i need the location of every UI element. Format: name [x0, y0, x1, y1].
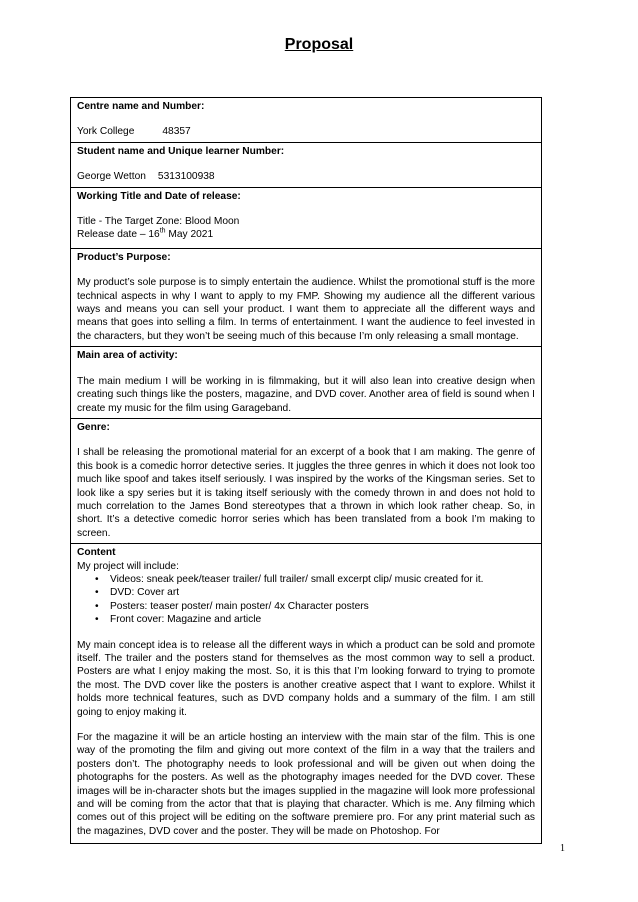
list-item: • DVD: Cover art — [110, 586, 535, 599]
working-title-heading: Working Title and Date of release: — [77, 190, 241, 202]
genre-section — [71, 419, 541, 544]
content-section — [71, 544, 541, 841]
centre-row — [77, 125, 535, 138]
genre-heading: Genre: — [77, 421, 110, 433]
learner-number: 5313100938 — [157, 171, 215, 183]
purpose-text: My product’s sole purpose is to simply entertain the audience. Whilst the promotional stuff is the more technical aspects in why I want to apply to my FMP. Showing my audience all the different various ways and means you can sell your product. I want them to appreciate all the different ways and means that goes into selling a film. In terms of entertainment. I want the audience to feel invested in the characters, but they won’t be seeing much of this because I’m only releasing a small montage. — [77, 277, 535, 342]
title-line: Title - The Target Zone: Blood Moon — [77, 216, 240, 228]
content-paragraph: My main concept idea is to release all the different ways in which a product can be sold and promote itself. The trailer and the posters stand for themselves as the most common way to sell a product. Posters are what I enjoy making the most. So, it is this that I’m looking forward to trying to promote the most. The DVD cover like the posters is another creative aspect that I want to explore. Whilst it holds more technical features, such as DVD company holds and a summary of the film. I am still going to enjoy making it. — [77, 639, 535, 718]
genre-text: I shall be releasing the promotional material for an excerpt of a book that I am making. The genre of this book is a comedic horror detective series. It juggles the three genres in which it does not look too much like spoof and takes itself seriously. I was inspired by the works of the Kingsman series. Set to look like a spy series but it is taking itself seriously with the comedy thrown in and does not hold to much correlation to the James Bond stereotypes that a thrown in which look rather cheap. So, in short. It’s a detective comedic horror series which has been translated from a book I’m making to screen. — [77, 447, 535, 539]
proposal-form — [70, 97, 542, 844]
release-date-prefix: Release date – 16 — [77, 229, 160, 241]
list-item: • Front cover: Magazine and article — [110, 613, 535, 626]
student-section — [71, 143, 541, 188]
purpose-section — [71, 249, 541, 347]
release-date-line — [77, 228, 535, 241]
list-item: • Posters: teaser poster/ main poster/ 4x Character posters — [110, 600, 535, 613]
working-title-section — [71, 188, 541, 249]
list-item: • Videos: sneak peek/teaser trailer/ full trailer/ small excerpt clip/ music created for it. — [110, 573, 535, 586]
centre-name: York College — [77, 126, 135, 138]
student-heading: Student name and Unique learner Number: — [77, 145, 285, 157]
activity-heading: Main area of activity: — [77, 350, 178, 362]
activity-section — [71, 347, 541, 419]
centre-heading: Centre name and Number: — [77, 101, 205, 112]
centre-number: 48357 — [162, 126, 191, 138]
page-number: 1 — [560, 843, 565, 854]
release-date-suffix: May 2021 — [165, 229, 214, 241]
content-intro: My project will include: — [77, 560, 179, 572]
activity-text: The main medium I will be working in is filmmaking, but it will also lean into creative design when creating such things like the posters, magazine, and DVD cover. Another area of field is sound when I create my music for the film using Garageband. — [77, 375, 535, 414]
purpose-heading: Product’s Purpose: — [77, 251, 171, 263]
centre-section — [71, 98, 541, 143]
release-date-sup: th — [159, 228, 166, 236]
page-title: Proposal — [284, 36, 354, 53]
student-row — [77, 170, 535, 183]
content-heading: Content — [77, 547, 116, 559]
student-name: George Wetton — [77, 171, 146, 183]
content-paragraph: For the magazine it will be an article hosting an interview with the main star of the film. This is one way of the promoting the film and giving out more context of the film in a way that the trailers and posters don’t. The photography needs to look professional and will be given out when doing the photographs for the posters. As well as the photography images needed for the DVD cover. These images will be in-character shots but the images supplied in the magazine will look more professional and will be coming from the actor that that is playing that character. Which is me. Any filming which comes out of this project will be editing on the software premiere pro. For any print material such as the magazines, DVD cover and the poster. They will be made on Photoshop. For — [77, 732, 535, 837]
content-list — [77, 573, 535, 627]
